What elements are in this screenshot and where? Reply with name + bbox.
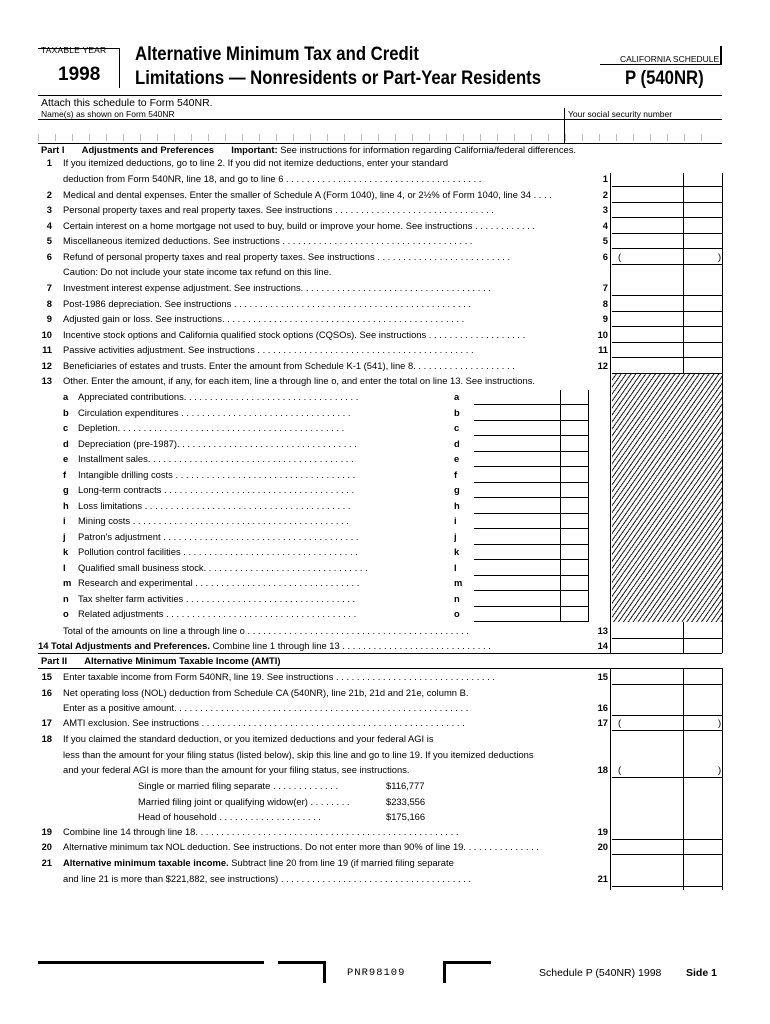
line-10-field[interactable] (612, 328, 722, 343)
item-letter: l (63, 561, 66, 573)
tick-mark (446, 134, 447, 141)
line-ref: 15 (597, 671, 608, 682)
item-ref: o (454, 608, 460, 619)
tick-mark (378, 134, 379, 141)
schedule-code: P (540NR) (625, 68, 704, 89)
line-13-ref: 13 (597, 625, 608, 636)
tick-mark (684, 134, 685, 141)
line-13e-field[interactable] (474, 452, 588, 467)
part1-title: Adjustments and Preferences (81, 144, 215, 155)
line-13j-field[interactable] (474, 530, 588, 545)
line-8-field[interactable] (612, 297, 722, 312)
line-number: 4 (46, 220, 52, 231)
tick-mark (531, 134, 532, 141)
line-7-field[interactable] (612, 281, 722, 296)
line-5-field[interactable] (612, 234, 722, 249)
line-13g-field[interactable] (474, 483, 588, 498)
item-text: Patron's adjustment . . . . . . . . . . . . . . . . . . . . . . . . . . . . . . . . . . . . . . (78, 530, 359, 542)
line-text: Adjusted gain or loss. See instructions. . . . . . . . . . . . . . . . . . . . . . . . . . . . . . . . . . . . . . . . . . . . . . . (63, 313, 465, 324)
tick-mark (565, 134, 566, 141)
item-ref: l (454, 561, 457, 573)
hatched-area (612, 374, 722, 622)
line-text: Miscellaneous itemized deductions. See instructions . . . . . . . . . . . . . . . . . . . . . . . . . . . . . . . . . . . . . (63, 235, 473, 246)
line-text: Post-1986 depreciation. See instructions . . . . . . . . . . . . . . . . . . . . . . . . . . . . . . . . . . . . . . . . . . . . . . (63, 298, 471, 309)
line-ref: 10 (597, 329, 608, 340)
line-number: 15 (41, 671, 52, 682)
line-ref: 2 (602, 189, 608, 200)
line-14-text: Combine line 1 through line 13 . . . . . . . . . . . . . . . . . . . . . . . . . . . . . (212, 640, 491, 651)
tick-mark (208, 134, 209, 141)
line-15-field[interactable] (612, 670, 722, 685)
line-ref: 12 (597, 360, 608, 371)
part1-label: Part I (41, 144, 65, 155)
line-ref: 3 (602, 204, 608, 215)
entry-ticks (38, 134, 722, 142)
item-ref: f (454, 468, 458, 480)
item-text: Mining costs . . . . . . . . . . . . . . . . . . . . . . . . . . . . . . . . . . . . . . . . . . (78, 515, 349, 526)
line-17-field[interactable] (612, 716, 722, 731)
footer-rule-mid (278, 961, 326, 964)
line-text: Incentive stock options and California qualified stock options (CQSOs). See instructions . . . . . . . . . . . . . . . . . . . (63, 329, 526, 340)
tax-year: 1998 (58, 64, 101, 85)
tick-mark (701, 134, 702, 141)
line-number: 19 (41, 826, 52, 837)
tick-mark (582, 134, 583, 141)
tick-mark (38, 134, 39, 141)
item-letter: o (63, 608, 69, 619)
item-letter: f (63, 468, 67, 480)
line-4-field[interactable] (612, 219, 722, 234)
tick-mark (599, 134, 600, 141)
line-21-field[interactable] (612, 872, 722, 887)
tick-mark (514, 134, 515, 141)
line-14-field[interactable] (612, 639, 722, 654)
line-13f-field[interactable] (474, 468, 588, 483)
line-text: AMTI exclusion. See instructions . . . . . . . . . . . . . . . . . . . . . . . . . . . . . . . . . . . . . . . . . . . . . . . . . . . (63, 717, 465, 728)
item-ref: a (454, 391, 460, 402)
part2-header (41, 654, 281, 668)
item-letter: a (63, 391, 69, 402)
line-6-field[interactable] (612, 250, 722, 265)
tick-mark (310, 134, 311, 141)
line-number: 6 (46, 251, 52, 262)
item-ref: k (454, 546, 460, 557)
tick-mark (633, 134, 634, 141)
item-ref: g (454, 484, 460, 495)
line-number: 10 (41, 329, 52, 340)
paren-close: ) (718, 251, 722, 262)
line-1-field[interactable] (612, 172, 722, 187)
item-letter: h (63, 499, 69, 511)
line-ref: 18 (597, 764, 608, 775)
part2-title-rule (38, 668, 722, 669)
tick-mark (55, 134, 56, 141)
line-ref: 7 (602, 282, 608, 293)
item-letter: d (63, 437, 69, 449)
line-18-field[interactable] (612, 763, 722, 778)
line-text: Alternative minimum tax NOL deduction. See instructions. Do not enter more than 90% of line 19. . . . . . . . . . . . . . . (63, 841, 539, 852)
attach-note: Attach this schedule to Form 540NR. (41, 97, 213, 109)
item-ref: m (454, 577, 463, 588)
item-text: Loss limitations . . . . . . . . . . . . . . . . . . . . . . . . . . . . . . . . . . . . . . . . (78, 499, 351, 511)
line-14 (38, 639, 491, 653)
ssn-label: Your social security number (568, 109, 673, 119)
line-number: 20 (41, 841, 52, 852)
item-text: Appreciated contributions. . . . . . . . . . . . . . . . . . . . . . . . . . . . . . . . . . (78, 391, 359, 402)
line-13a-field[interactable] (474, 390, 588, 405)
tick-mark (361, 134, 362, 141)
line-2-field[interactable] (612, 188, 722, 203)
item-letter: b (63, 406, 69, 418)
tick-mark (225, 134, 226, 141)
item-ref: d (454, 437, 460, 449)
paren-close: ) (718, 717, 722, 728)
line-number: 21 (41, 857, 52, 868)
schedule-rule (600, 64, 722, 65)
important-label: Important: (231, 144, 278, 155)
part1-header (41, 143, 576, 157)
line-ref: 21 (597, 873, 608, 884)
filing-status-label: Head of household . . . . . . . . . . . . . . . . . . . . (138, 811, 321, 822)
line-ref: 8 (602, 298, 608, 309)
form-name: Schedule P (540NR) 1998 (539, 967, 662, 979)
line-number: 17 (41, 717, 52, 728)
tick-mark (497, 134, 498, 141)
sub-cents-divider (588, 390, 589, 622)
filing-status-label: Single or married filing separate . . . . . . . . . . . . . (138, 780, 339, 791)
filing-status-amount: $116,777 (386, 780, 425, 791)
tick-mark (667, 134, 668, 141)
line-text: Other. Enter the amount, if any, for each item, line a through line o, and enter the total on line 13. See instructions. (63, 375, 535, 386)
filing-status-amount: $233,556 (386, 795, 426, 807)
line-text: Enter as a positive amount. . . . . . . . . . . . . . . . . . . . . . . . . . . . . . . . . . . . . . . . . . . . . . . . . . . . . . . . . (63, 702, 469, 713)
header-divider (38, 95, 722, 96)
line-13i-field[interactable] (474, 514, 588, 529)
paren-close: ) (718, 764, 722, 775)
line-12-field[interactable] (612, 359, 722, 374)
schedule-label: CALIFORNIA SCHEDULE (620, 54, 720, 64)
sub-column-divider (560, 390, 561, 622)
line-number (38, 748, 52, 762)
right-border-2 (722, 668, 723, 890)
item-text: Related adjustments . . . . . . . . . . . . . . . . . . . . . . . . . . . . . . . . . . . . . (78, 608, 357, 619)
line-ref: 11 (598, 344, 608, 355)
filing-status-label: Married filing joint or qualifying widow(er) . . . . . . . . (138, 795, 350, 807)
paren-open: ( (618, 251, 622, 262)
line-14-bold-text: Total Adjustments and Preferences. (51, 640, 210, 651)
line-text-group (63, 856, 454, 870)
line-text: Refund of personal property taxes and real property taxes. See instructions . . . . . . . . . . . . . . . . . . . . . . . . . . (63, 251, 511, 262)
tick-mark (72, 134, 73, 141)
item-text: Pollution control facilities . . . . . . . . . . . . . . . . . . . . . . . . . . . . . . . . . . (78, 546, 358, 557)
item-text: Long-term contracts . . . . . . . . . . . . . . . . . . . . . . . . . . . . . . . . . . . . . (78, 484, 355, 495)
line-number (38, 701, 52, 715)
line-text: Net operating loss (NOL) deduction from Schedule CA (540NR), line 21b, 21d and 21e, column B. (63, 687, 469, 698)
tick-mark (548, 134, 549, 141)
line-text: Certain interest on a home mortgage not used to buy, build or improve your home. See instructions . . . . . . . . . . . . (63, 220, 535, 231)
item-text: Qualified small business stock. . . . . . . . . . . . . . . . . . . . . . . . . . . . . . . . (78, 561, 368, 573)
line-number: 12 (41, 360, 52, 371)
line-text: Combine line 14 through line 18. . . . . . . . . . . . . . . . . . . . . . . . . . . . . . . . . . . . . . . . . . . . . . . . . . . (63, 826, 459, 837)
tick-mark (140, 134, 141, 141)
item-ref: h (454, 499, 460, 511)
line-13-field[interactable] (612, 624, 722, 639)
footer-rule-right (443, 961, 491, 964)
line-19-field[interactable] (612, 825, 722, 840)
tick-mark (89, 134, 90, 141)
line-text: Caution: Do not include your state income tax refund on this line. (63, 266, 332, 277)
line-text: If you claimed the standard deduction, or you itemized deductions and your federal AGI is (63, 733, 434, 744)
item-ref: c (454, 422, 460, 433)
line-ref: 9 (602, 313, 608, 324)
item-ref: e (454, 453, 460, 464)
line-text: If you itemized deductions, go to line 2. If you did not itemize deductions, enter your standard (63, 157, 449, 168)
item-text: Depreciation (pre-1987). . . . . . . . . . . . . . . . . . . . . . . . . . . . . . . . . . . (78, 437, 357, 449)
tick-mark (429, 134, 430, 141)
footer-bar-left (323, 961, 326, 983)
item-letter: i (63, 515, 66, 526)
line-13h-field[interactable] (474, 499, 588, 514)
line-text: and line 21 is more than $221,882, see instructions) . . . . . . . . . . . . . . . . . . . . . . . . . . . . . . . . . . . . . (63, 873, 471, 884)
line-number: 2 (46, 189, 52, 200)
line-13c-field[interactable] (474, 421, 588, 436)
line-9-field[interactable] (612, 312, 722, 327)
amount-column-divider-2 (610, 668, 611, 890)
line-bold-text: Alternative minimum taxable income. (63, 857, 229, 868)
tick-mark (259, 134, 260, 141)
item-letter: k (63, 546, 69, 557)
tick-mark (463, 134, 464, 141)
line-text: Personal property taxes and real property taxes. See instructions . . . . . . . . . . . . . . . . . . . . . . . . . . . . . . . (63, 204, 494, 215)
name-rule (38, 119, 722, 120)
line-number: 18 (41, 733, 52, 744)
side-label: Side 1 (686, 967, 717, 979)
tick-mark (106, 134, 107, 141)
line-ref: 20 (597, 841, 608, 852)
line-14-num: 14 (38, 640, 49, 651)
line-number (38, 265, 52, 279)
line-ref: 4 (602, 220, 608, 231)
tick-mark (191, 134, 192, 141)
line-13d-field[interactable] (474, 437, 588, 452)
line-number: 5 (46, 235, 52, 246)
schedule-corner-mark (720, 46, 722, 65)
line-number (38, 172, 52, 186)
tick-mark (293, 134, 294, 141)
item-letter: g (63, 484, 69, 495)
tick-mark (327, 134, 328, 141)
item-ref: n (454, 592, 460, 604)
tick-mark (395, 134, 396, 141)
line-ref: 16 (597, 702, 608, 713)
line-number: 7 (46, 282, 52, 293)
item-letter: n (63, 592, 69, 604)
item-text: Circulation expenditures . . . . . . . . . . . . . . . . . . . . . . . . . . . . . . . . . (78, 406, 351, 418)
item-ref: i (454, 515, 457, 526)
line-ref: 19 (597, 826, 608, 837)
line-text: Investment interest expense adjustment. See instructions. . . . . . . . . . . . . . . . . . . . . . . . . . . . . . . . . . . . . (63, 282, 491, 293)
line-number: 13 (41, 375, 52, 386)
line-text: and your federal AGI is more than the amount for your filing status, see instructions. (63, 764, 410, 775)
line-text: deduction from Form 540NR, line 18, and go to line 6 . . . . . . . . . . . . . . . . . . . . . . . . . . . . . . . . . . . . . . (63, 173, 482, 184)
important-text: See instructions for information regarding California/federal differences. (280, 144, 577, 155)
tick-mark (412, 134, 413, 141)
tick-mark (616, 134, 617, 141)
tick-mark (480, 134, 481, 141)
item-ref: b (454, 406, 460, 418)
line-number: 1 (46, 157, 52, 168)
tick-mark (344, 134, 345, 141)
part2-label: Part II (41, 655, 68, 666)
line-13o-field[interactable] (474, 607, 588, 622)
part2-title: Alternative Minimum Taxable Income (AMTI) (84, 655, 281, 666)
paren-open: ( (618, 717, 622, 728)
item-letter: j (63, 530, 66, 542)
line-text: Enter taxable income from Form 540NR, line 19. See instructions . . . . . . . . . . . . . . . . . . . . . . . . . . . . . . . (63, 671, 495, 682)
line-13n-field[interactable] (474, 592, 588, 607)
line-number: 9 (46, 313, 52, 324)
filing-status-amount: $175,166 (386, 811, 426, 822)
item-text: Intangible drilling costs . . . . . . . . . . . . . . . . . . . . . . . . . . . . . . . . . . . (78, 468, 356, 480)
tick-mark (650, 134, 651, 141)
item-text: Installment sales. . . . . . . . . . . . . . . . . . . . . . . . . . . . . . . . . . . . . . . . (78, 453, 354, 464)
form-title-line2: Limitations — Nonresidents or Part-Year Residents (135, 68, 542, 89)
line-13m-field[interactable] (474, 576, 588, 591)
line-14-ref: 14 (597, 640, 608, 651)
item-ref: j (454, 530, 457, 542)
form-title-line1: Alternative Minimum Tax and Credit (135, 44, 419, 65)
footer-rule-left (38, 961, 264, 964)
line-ref: 1 (602, 173, 608, 184)
taxable-year-label: TAXABLE YEAR (41, 45, 107, 55)
line-11-field[interactable] (612, 343, 722, 358)
line-text: Passive activities adjustment. See instructions . . . . . . . . . . . . . . . . . . . . . . . . . . . . . . . . . . . . . . . . . . (63, 344, 474, 355)
line-number (38, 872, 52, 886)
line-ref: 6 (602, 251, 608, 262)
item-letter: e (63, 453, 69, 464)
line-number: 11 (42, 344, 52, 355)
line-ref: 5 (602, 235, 608, 246)
item-text: Research and experimental . . . . . . . . . . . . . . . . . . . . . . . . . . . . . . . . (78, 577, 360, 588)
line-13-total-text: Total of the amounts on line a through line o . . . . . . . . . . . . . . . . . . . . . . . . . . . . . . . . . . . . . . . . . . . (63, 625, 469, 636)
tick-mark (174, 134, 175, 141)
item-text: Depletion. . . . . . . . . . . . . . . . . . . . . . . . . . . . . . . . . . . . . . . . . . . . (78, 422, 345, 433)
tick-mark (276, 134, 277, 141)
tick-mark (123, 134, 124, 141)
line-13l-field[interactable] (474, 561, 588, 576)
line-text: Beneficiaries of estates and trusts. Enter the amount from Schedule K-1 (541), line 8. . . . . . . . . . . . . . . . . . . . (63, 360, 515, 371)
item-text: Tax shelter farm activities . . . . . . . . . . . . . . . . . . . . . . . . . . . . . . . . . (78, 592, 356, 604)
line-16-field[interactable] (612, 701, 722, 716)
footer-bar-right (443, 961, 446, 983)
line-number: 16 (41, 687, 52, 698)
line-ref: 17 (597, 717, 608, 728)
form-code: PNR98109 (347, 967, 406, 979)
line-number: 8 (46, 298, 52, 309)
item-letter: c (63, 422, 69, 433)
tick-mark (157, 134, 158, 141)
right-border (722, 173, 723, 653)
line-number: 3 (46, 204, 52, 215)
line-text: Medical and dental expenses. Enter the smaller of Schedule A (Form 1040), line 4, or 2½% of Form 1040, line 34 . . . . (63, 189, 552, 200)
line-text: less than the amount for your filing status (listed below), skip this line and go to line 19. If you itemized deductions (63, 749, 534, 760)
line-3-field[interactable] (612, 203, 722, 218)
line-number (38, 763, 52, 777)
tick-mark (242, 134, 243, 141)
line-13k-field[interactable] (474, 545, 588, 560)
line-text: Subtract line 20 from line 19 (if married filing separate (231, 857, 454, 868)
line-13b-field[interactable] (474, 406, 588, 421)
amount-column-divider (610, 173, 611, 653)
cents-column-divider-2 (683, 668, 684, 890)
item-letter: m (63, 577, 72, 588)
line-20-field[interactable] (612, 840, 722, 855)
name-label: Name(s) as shown on Form 540NR (41, 109, 175, 119)
paren-open: ( (618, 764, 622, 775)
